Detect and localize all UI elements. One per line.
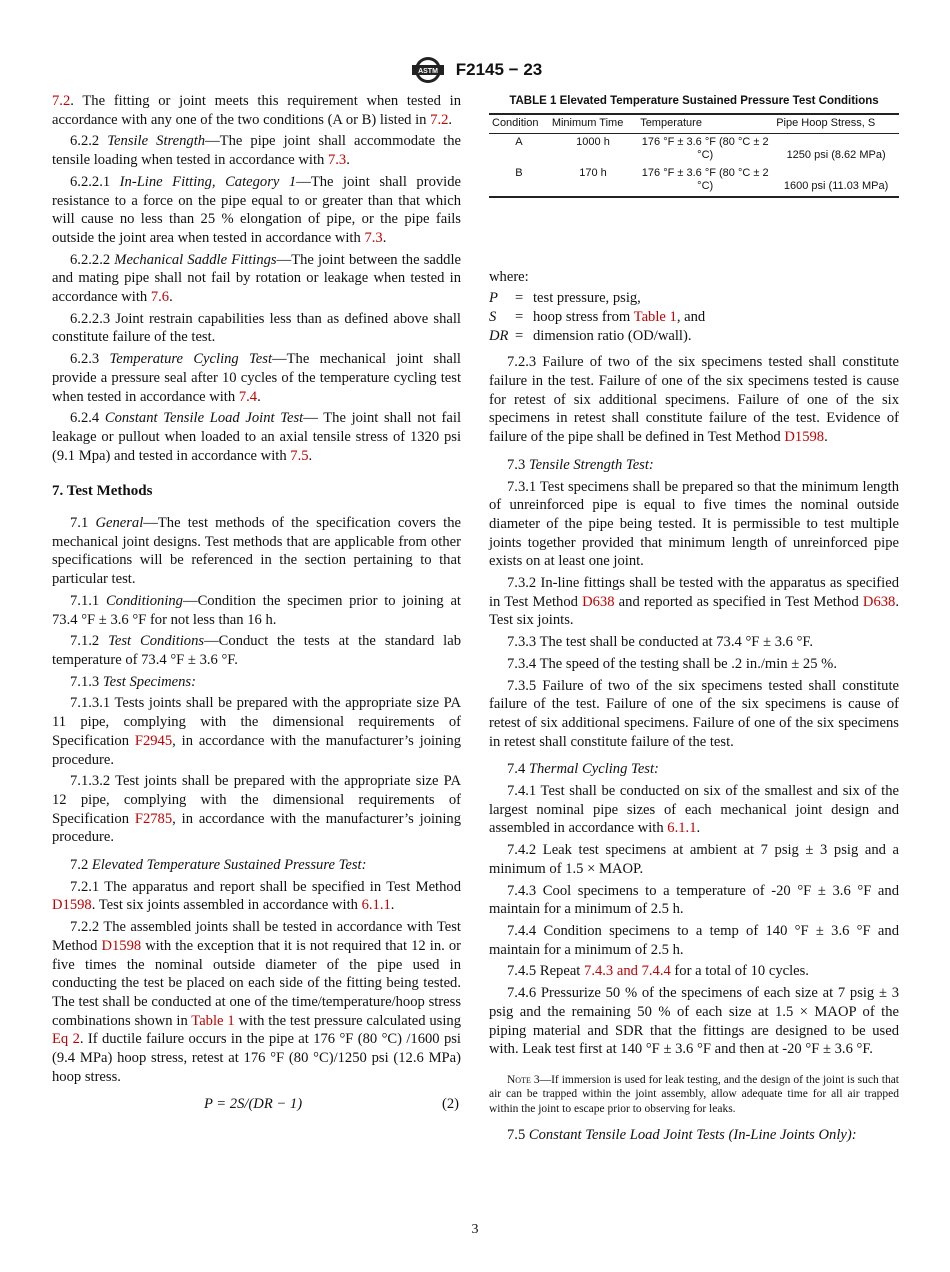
para-7-3-5: 7.3.5 Failure of two of the six specimens tested shall constitute failure of the test. Failure of one of the six specimens is cause of retest of six additional specimens. Failure of one of the six specimens in retest shall constitute failure of the test. (489, 677, 899, 750)
table-cell: 1000 h (576, 135, 610, 148)
para-7-2-3: 7.2.3 Failure of two of the six specimens tested shall constitute failure in the test. Failure of one of the six specimens tested is cause for retest of six additional specimens. Failure of one of the six specimens in retest shall constitute failure of the test. Evidence of failure of the pipe shall be defined in Test Method D1598. (489, 354, 899, 446)
table-cell: 176 °F ± 3.6 °F (80 °C ± 2 °C) (637, 165, 773, 197)
para-6-2-4: 6.2.4 Constant Tensile Load Joint Test— The joint shall not fail leakage or pullout when loaded to an axial tensile stress of 1320 psi (9.1 Mpa) and tested in accordance with 7.5. (52, 410, 461, 464)
para-7-2: 7.2 Elevated Temperature Sustained Pressure Test: (70, 857, 367, 874)
para-7-1-3: 7.1.3 Test Specimens: (70, 673, 196, 690)
table-cell: B (489, 165, 549, 197)
ref-link[interactable]: 7.4.3 and 7.4.4 (584, 963, 671, 980)
equation-text: P = 2S/(DR − 1) (204, 1096, 303, 1113)
para-7-4-4: 7.4.4 Condition specimens to a temp of 140 °F ± 3.6 °F and maintain for a minimum of 2.5 h. (489, 923, 899, 958)
ref-link[interactable]: F2945 (134, 732, 173, 749)
ref-link[interactable]: D1598 (101, 937, 142, 954)
para-7-4-1: 7.4.1 Test shall be conducted on six of the smallest and six of the largest nominal pipe sizes of each mechanical joint design and assembled in accordance with 6.1.1. (489, 783, 899, 837)
section-heading-7: 7. Test Methods (52, 483, 153, 500)
para-7-4-3: 7.4.3 Cool specimens to a temperature of -20 °F ± 3.6 °F and maintain for a minimum of 2.5 h. (489, 882, 899, 918)
table-header-cell: Condition (489, 114, 549, 133)
definition-row: S = hoop stress from Table 1, and (489, 308, 706, 325)
table-cell: A (515, 135, 523, 148)
para-7-2-2: 7.2.2 The assembled joints shall be tested in accordance with Test Method D1598 with the exception that it is not required that 12 in. or five times the nominal outside diameter of the pipe used in conducting the test be placed on each side of the fitting being tested. The test shall be conducted at one of the time/temperature/hoop stress combinations shown in Table 1 with the test pressure calculated using Eq 2. If ductile failure occurs in the pipe at 176 °F (80 °C) /1600 psi (9.4 MPa) hoop stress, retest at 176 °F (80 °C)/1250 psi (12.6 MPa) hoop stress. (52, 919, 461, 1085)
para-7-1-3-1: 7.1.3.1 Tests joints shall be prepared with the appropriate size PA 11 pipe, complying with the dimensional requirements of Specification F2945, in accordance with the manufacturer’s joining procedure. (52, 695, 461, 768)
ref-link[interactable]: 7.5 (290, 447, 309, 464)
table-header-cell: Temperature (637, 114, 773, 133)
para-7-4: 7.4 Thermal Cycling Test: (507, 761, 659, 778)
para-7-2-1: 7.2.1 The apparatus and report shall be specified in Test Method D1598. Test six joints assembled in accordance with 6.1.1. (52, 878, 461, 914)
para-7-3-1: 7.3.1 Test specimens shall be prepared so that the minimum length of unreinforced pipe is equal to five times the nominal outside diameter of the pipe being tested. It is permissible to test multiple joints together provided that minimum length of unreinforced pipe exists on at least one joint. (489, 478, 899, 570)
para-7-3-4: 7.3.4 The speed of the testing shall be .2 in./min ± 25 %. (507, 655, 837, 672)
table-cell: 176 °F ± 3.6 °F (80 °C ± 2 °C) (641, 135, 769, 161)
para-7-1-3-2: 7.1.3.2 Test joints shall be prepared with the appropriate size PA 12 pipe, complying with the dimensional requirements of Specification F2785, in accordance with the manufacturer’s joining procedure. (52, 773, 461, 846)
document-id: F2145 − 23 (455, 60, 543, 79)
definition-row: DR = dimension ratio (OD/wall). (489, 327, 692, 344)
ref-link[interactable]: 7.3 (327, 152, 347, 169)
svg-text:ASTM: ASTM (417, 68, 438, 75)
page-number: 3 (471, 1222, 479, 1237)
equation-number: (2) (441, 1096, 459, 1113)
table-1-title: TABLE 1 Elevated Temperature Sustained Pressure Test Conditions (509, 95, 879, 107)
astm-logo-icon (408, 56, 448, 84)
ref-link[interactable]: 7.4 (238, 388, 258, 405)
para-6-2-2-2: 6.2.2.2 Mechanical Saddle Fittings—The joint between the saddle and mating pipe shall not fail by rotation or leakage when tested in accordance with 7.6. (52, 251, 462, 306)
table-row (489, 133, 899, 165)
para-continuation: 7.2. The fitting or joint meets this requirement when tested in accordance with any one of the two conditions (A or B) listed in 7.2. (52, 93, 461, 128)
right-column (489, 94, 899, 1148)
ref-link[interactable]: D638 (582, 593, 615, 610)
table-cell: 1250 psi (8.62 MPa) (786, 149, 886, 161)
page-header (0, 56, 950, 84)
left-column (52, 92, 461, 1114)
para-7-3-3: 7.3.3 The test shall be conducted at 73.4 °F ± 3.6 °F. (507, 634, 814, 651)
para-7-3-2: 7.3.2 In-line fittings shall be tested with the apparatus as specified in Test Method D638 and reported as specified in Test Method D638. Test six joints. (489, 575, 899, 629)
table-header-cell: Minimum Time (549, 114, 637, 133)
para-7-4-2: 7.4.2 Leak test specimens at ambient at 7 psig ± 3 psig and a minimum of 1.5 × MAOP. (489, 842, 899, 877)
table-header-cell: Pipe Hoop Stress, S (773, 114, 899, 133)
table-cell: 170 h (549, 165, 637, 197)
para-6-2-3: 6.2.3 Temperature Cycling Test—The mechanical joint shall provide a pressure seal after 10 cycles of the temperature cycling test when tested in accordance with 7.4. (52, 351, 461, 405)
ref-link[interactable]: Eq 2 (52, 1031, 80, 1048)
ref-link[interactable]: 7.2 (430, 111, 449, 128)
para-6-2-2-1: 6.2.2.1 In-Line Fitting, Category 1—The joint shall provide resistance to a force on the pipe equal to or greater than that which will cause no less than 25 % elongation of pipe, or the pipe fails outside the joint area when tested in accordance with 7.3. (52, 173, 461, 246)
table-cell: 1600 psi (11.03 MPa) (773, 165, 899, 197)
ref-link[interactable]: 7.6 (150, 289, 170, 306)
ref-link[interactable]: 6.1.1 (667, 820, 697, 837)
para-6-2-2-3: 6.2.2.3 Joint restrain capabilities less than as defined above shall constitute failure of the test. (52, 310, 461, 346)
table-1 (489, 113, 899, 198)
ref-link[interactable]: 6.1.1 (361, 897, 391, 914)
ref-link[interactable]: D1598 (784, 429, 825, 446)
para-7-1-2: 7.1.2 Test Conditions—Conduct the tests at the standard lab temperature of 73.4 °F ± 3.6 °F. (52, 633, 462, 668)
para-7-5: 7.5 Constant Tensile Load Joint Tests (In-Line Joints Only): (507, 1127, 857, 1144)
ref-link[interactable]: F2785 (134, 810, 173, 827)
table-row (489, 165, 899, 197)
note-3: Note 3—If immersion is used for leak testing, and the design of the joint is such that air can be trapped within the joint assembly, allow adequate time for all air trapped within the joint to escape prior to observing for leaks. (489, 1073, 899, 1115)
para-7-1-1: 7.1.1 Conditioning—Condition the specimen prior to joining at 73.4 °F ± 3.6 °F for not less than 16 h. (52, 592, 461, 628)
ref-link[interactable]: D638 (862, 593, 896, 610)
definition-row: P = test pressure, psig, (489, 290, 641, 307)
table-header-row (489, 114, 899, 133)
equation-2 (52, 1089, 461, 1114)
ref-link[interactable]: 7.3 (364, 229, 383, 246)
ref-link[interactable]: Table 1 (633, 308, 677, 325)
ref-link[interactable]: Table 1 (191, 1012, 235, 1029)
para-7-3: 7.3 Tensile Strength Test: (507, 456, 654, 473)
ref-link[interactable]: 7.2 (52, 93, 71, 109)
para-6-2-2: 6.2.2 Tensile Strength—The pipe joint shall accommodate the tensile loading when tested in accordance with 7.3. (52, 133, 461, 169)
where-label: where: (489, 268, 529, 285)
para-7-4-5: 7.4.5 Repeat 7.4.3 and 7.4.4 for a total of 10 cycles. (507, 963, 809, 980)
ref-link[interactable]: D1598 (52, 897, 92, 914)
para-7-1: 7.1 General—The test methods of the specification covers the mechanical joint designs. Test methods that are applicable from other specifications will be referenced in the section pertaining to that particular test. (52, 515, 461, 588)
para-7-4-6: 7.4.6 Pressurize 50 % of the specimens of each size at 7 psig ± 3 psig and the remaining 50 % of each size at 1.5 × MAOP of the piping material and SDR that the fittings are designed to be used with. Leak test first at 140 °F ± 3.6 °F and then at -20 °F ± 3.6 °F. (489, 985, 899, 1058)
